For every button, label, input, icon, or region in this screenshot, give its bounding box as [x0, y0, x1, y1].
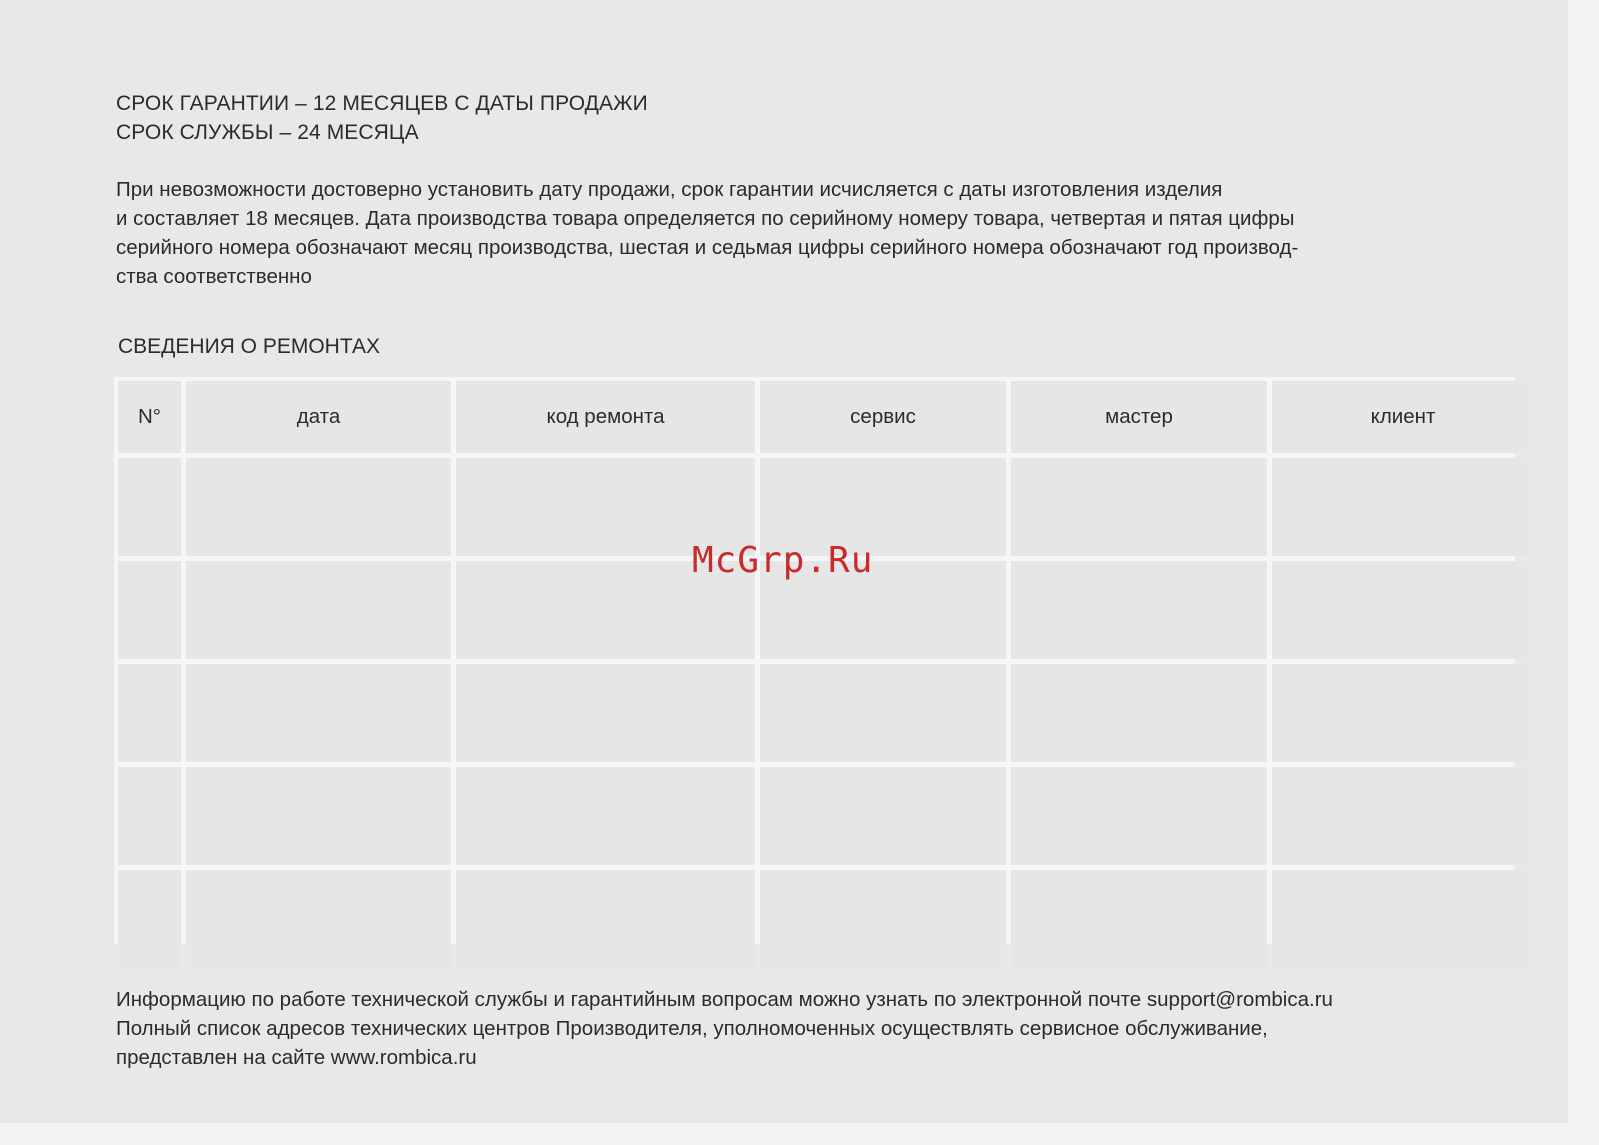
footer-line: представлен на сайте www.rombica.ru [116, 1046, 477, 1069]
table-cell[interactable] [456, 870, 755, 968]
table-cell[interactable] [1272, 458, 1534, 556]
notice-line: серийного номера обозначают месяц производства, шестая и седьмая цифры серийного номера обозначают год производ- [116, 236, 1299, 259]
table-cell[interactable] [1272, 870, 1534, 968]
repairs-section-title: СВЕДЕНИЯ О РЕМОНТАХ [118, 335, 380, 358]
column-header-number: N° [118, 381, 181, 453]
repairs-table [114, 377, 1515, 944]
footer-line: Полный список адресов технических центров Производителя, уполномоченных осуществлять сервисное обслуживание, [116, 1017, 1268, 1040]
table-cell[interactable] [456, 767, 755, 865]
table-cell[interactable] [760, 870, 1006, 968]
table-cell[interactable] [1272, 664, 1534, 762]
column-header-date: дата [186, 381, 451, 453]
column-header-repair-code: код ремонта [456, 381, 755, 453]
table-cell[interactable] [118, 458, 181, 556]
table-cell[interactable] [186, 767, 451, 865]
notice-line: При невозможности достоверно установить дату продажи, срок гарантии исчисляется с даты изготовления изделия [116, 178, 1223, 201]
table-cell[interactable] [186, 664, 451, 762]
table-cell[interactable] [186, 561, 451, 659]
notice-line: ства соответственно [116, 265, 312, 288]
table-cell[interactable] [1011, 870, 1267, 968]
table-cell[interactable] [118, 561, 181, 659]
table-cell[interactable] [118, 767, 181, 865]
table-cell[interactable] [1011, 767, 1267, 865]
footer-line: Информацию по работе технической службы и гарантийным вопросам можно узнать по электронной почте support@rombica.ru [116, 988, 1333, 1011]
watermark-text: McGrp.Ru [692, 540, 874, 581]
support-info-footer [116, 985, 1333, 1072]
warranty-notice-paragraph [116, 175, 1298, 291]
table-cell[interactable] [118, 664, 181, 762]
column-header-client: клиент [1272, 381, 1534, 453]
warranty-period-heading: СРОК ГАРАНТИИ – 12 МЕСЯЦЕВ С ДАТЫ ПРОДАЖИ [116, 92, 648, 115]
table-cell[interactable] [1011, 664, 1267, 762]
column-header-master: мастер [1011, 381, 1267, 453]
table-cell[interactable] [456, 664, 755, 762]
table-cell[interactable] [1011, 561, 1267, 659]
column-header-service: сервис [760, 381, 1006, 453]
service-life-heading: СРОК СЛУЖБЫ – 24 МЕСЯЦА [116, 121, 419, 144]
table-cell[interactable] [1272, 561, 1534, 659]
notice-line: и составляет 18 месяцев. Дата производства товара определяется по серийному номеру товара, четвертая и пятая цифры [116, 207, 1295, 230]
table-cell[interactable] [760, 767, 1006, 865]
table-cell[interactable] [118, 870, 181, 968]
table-cell[interactable] [186, 458, 451, 556]
table-cell[interactable] [186, 870, 451, 968]
table-cell[interactable] [1272, 767, 1534, 865]
table-cell[interactable] [760, 664, 1006, 762]
table-cell[interactable] [1011, 458, 1267, 556]
